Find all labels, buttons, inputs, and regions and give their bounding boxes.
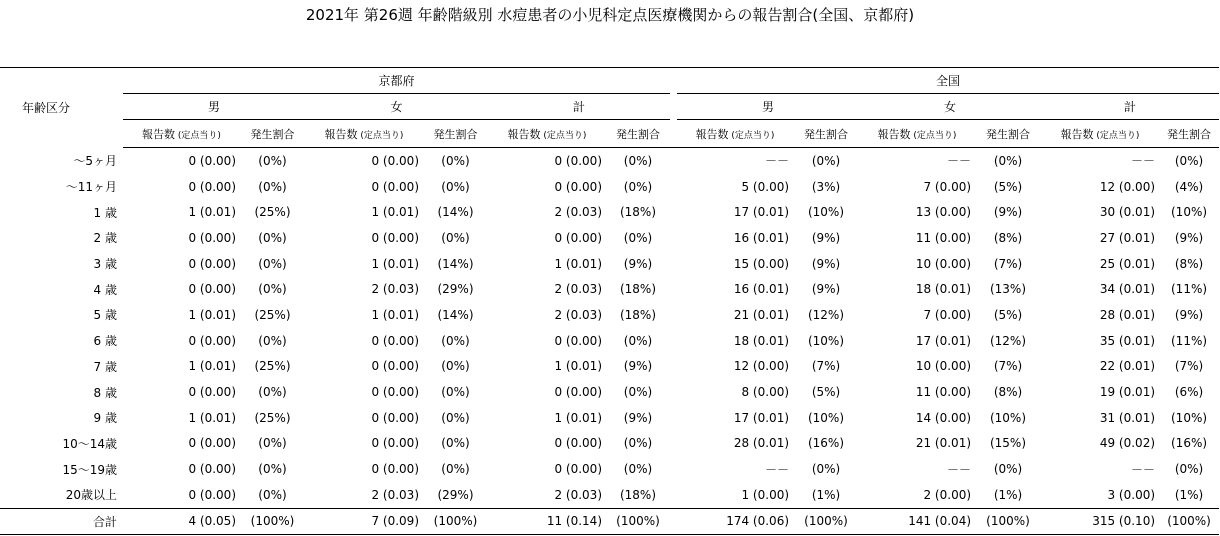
count-cell: 11 (0.00) — [915, 385, 972, 400]
ratio-cell: (10%) — [1171, 205, 1208, 220]
count-cell: 1 (0.01) — [554, 256, 602, 271]
count-cell: 18 (0.01) — [733, 333, 790, 348]
count-sub-label: (定点当り) — [1093, 130, 1140, 141]
table-row — [0, 174, 1219, 200]
count-cell: 34 (0.01) — [1099, 282, 1156, 297]
count-label: 報告数 — [1060, 127, 1094, 141]
ratio-cell: (7%) — [993, 256, 1023, 271]
ratio-cell: (0%) — [441, 153, 470, 168]
report-table — [0, 67, 1219, 535]
count-cell: 0 (0.00) — [188, 282, 236, 297]
ratio-cell: (8%) — [1174, 256, 1204, 271]
ratio-cell: (8%) — [993, 230, 1023, 245]
count-cell: 28 (0.01) — [733, 436, 790, 451]
kyoto-male-ratio-header: 発生割合 — [240, 120, 305, 148]
age-cell: 1 歳 — [93, 205, 117, 220]
count-cell: 0 (0.00) — [371, 436, 419, 451]
count-cell: 0 (0.00) — [188, 487, 236, 502]
page-title: 2021年 第26週 年齢階級別 水痘患者の小児科定点医療機関からの報告割合(全国、京都府) — [305, 6, 915, 24]
count-cell: 0 (0.00) — [188, 256, 236, 271]
count-cell: 21 (0.01) — [733, 307, 790, 322]
ratio-cell: (0%) — [258, 153, 287, 168]
ratio-cell: (18%) — [619, 487, 657, 502]
ratio-cell: (15%) — [989, 436, 1027, 451]
count-cell: 5 (0.00) — [741, 179, 790, 194]
ratio-cell: (0%) — [258, 256, 287, 271]
ratio-cell: (0%) — [441, 462, 470, 477]
ratio-cell: (100%) — [793, 508, 859, 535]
kyoto-female-count-header — [305, 120, 423, 148]
national-female-header: 女 — [859, 94, 1041, 120]
ratio-cell: (0%) — [623, 179, 653, 194]
ratio-cell: (0%) — [623, 153, 653, 168]
kyoto-total-ratio-header: 発生割合 — [606, 120, 670, 148]
count-cell: 1 (0.01) — [188, 359, 236, 374]
count-cell: 19 (0.01) — [1099, 385, 1156, 400]
count-cell: 0 (0.00) — [371, 230, 419, 245]
count-cell: －－ — [765, 462, 790, 477]
count-cell: －－ — [947, 154, 972, 169]
count-cell: 10 (0.00) — [915, 359, 972, 374]
count-cell: －－ — [765, 154, 790, 169]
ratio-cell: (0%) — [623, 385, 653, 400]
count-sub-label: (定点当り) — [540, 130, 587, 141]
count-cell: 13 (0.00) — [915, 205, 972, 220]
age-cell: 3 歳 — [93, 257, 117, 272]
ratio-cell: (0%) — [623, 230, 653, 245]
ratio-cell: (0%) — [258, 462, 287, 477]
ratio-cell: (7%) — [811, 359, 841, 374]
ratio-cell: (0%) — [993, 462, 1023, 477]
count-cell: 11 (0.00) — [915, 230, 972, 245]
count-cell: 27 (0.01) — [1099, 230, 1156, 245]
ratio-cell: (12%) — [989, 333, 1027, 348]
ratio-cell: (9%) — [623, 256, 653, 271]
table-row — [0, 456, 1219, 482]
age-cell: ～5ヶ月 — [73, 154, 117, 169]
kyoto-total-count-header — [488, 120, 606, 148]
count-cell: 141 (0.04) — [859, 508, 975, 535]
ratio-cell: (9%) — [1174, 307, 1204, 322]
national-male-header: 男 — [677, 94, 859, 120]
ratio-cell: (0%) — [441, 359, 470, 374]
ratio-cell: (11%) — [1171, 282, 1208, 297]
ratio-cell: (0%) — [993, 153, 1023, 168]
count-cell: 0 (0.00) — [554, 153, 602, 168]
count-sub-label: (定点当り) — [910, 130, 957, 141]
count-cell: 0 (0.00) — [554, 385, 602, 400]
count-cell: 1 (0.00) — [741, 487, 790, 502]
ratio-cell: (0%) — [623, 462, 653, 477]
count-cell: 0 (0.00) — [554, 179, 602, 194]
ratio-cell: (4%) — [1174, 179, 1204, 194]
count-cell: 15 (0.00) — [733, 256, 790, 271]
ratio-cell: (9%) — [623, 410, 653, 425]
count-cell: 2 (0.03) — [554, 307, 602, 322]
ratio-cell: (10%) — [807, 410, 845, 425]
ratio-cell: (10%) — [807, 205, 845, 220]
ratio-cell: (100%) — [975, 508, 1041, 535]
ratio-cell: (1%) — [1174, 487, 1204, 502]
count-cell: 0 (0.00) — [554, 436, 602, 451]
table-row — [0, 354, 1219, 380]
count-cell: 1 (0.01) — [554, 359, 602, 374]
count-cell: 17 (0.01) — [733, 410, 790, 425]
count-cell: －－ — [947, 462, 972, 477]
national-female-ratio-header: 発生割合 — [975, 120, 1041, 148]
count-cell: 315 (0.10) — [1041, 508, 1159, 535]
ratio-cell: (0%) — [811, 462, 841, 477]
ratio-cell: (0%) — [1174, 462, 1204, 477]
ratio-cell: (0%) — [441, 333, 470, 348]
ratio-cell: (5%) — [993, 307, 1023, 322]
ratio-cell: (0%) — [623, 333, 653, 348]
ratio-cell: (7%) — [993, 359, 1023, 374]
national-male-ratio-header: 発生割合 — [793, 120, 859, 148]
ratio-cell: (9%) — [811, 230, 841, 245]
count-cell: 0 (0.00) — [371, 385, 419, 400]
ratio-cell: (29%) — [437, 487, 474, 502]
ratio-cell: (0%) — [441, 179, 470, 194]
count-cell: 12 (0.00) — [1099, 179, 1156, 194]
ratio-cell: (10%) — [1171, 410, 1208, 425]
ratio-cell: (6%) — [1174, 385, 1204, 400]
count-sub-label: (定点当り) — [175, 130, 221, 141]
count-cell: 8 (0.00) — [741, 385, 790, 400]
national-total-count-header — [1041, 120, 1159, 148]
count-cell: 7 (0.09) — [305, 508, 423, 535]
ratio-cell: (25%) — [254, 359, 291, 374]
count-cell: －－ — [1131, 154, 1156, 169]
national-total-header: 計 — [1041, 94, 1219, 120]
count-cell: 17 (0.01) — [733, 205, 790, 220]
age-header: 年齢区分 — [0, 68, 123, 148]
national-total-ratio-header: 発生割合 — [1159, 120, 1219, 148]
ratio-cell: (0%) — [811, 153, 841, 168]
ratio-cell: (10%) — [807, 333, 845, 348]
ratio-cell: (5%) — [993, 179, 1023, 194]
count-label: 報告数 — [142, 127, 176, 141]
count-cell: 7 (0.00) — [923, 179, 972, 194]
ratio-cell: (0%) — [258, 230, 287, 245]
ratio-cell: (0%) — [258, 333, 287, 348]
table-row — [0, 379, 1219, 405]
ratio-cell: (0%) — [441, 436, 470, 451]
ratio-cell: (9%) — [811, 282, 841, 297]
ratio-cell: (25%) — [254, 205, 291, 220]
ratio-cell: (9%) — [1174, 230, 1204, 245]
count-cell: 0 (0.00) — [371, 359, 419, 374]
ratio-cell: (0%) — [441, 410, 470, 425]
count-cell: 0 (0.00) — [188, 385, 236, 400]
count-cell: 30 (0.01) — [1099, 205, 1156, 220]
count-cell: 0 (0.00) — [554, 333, 602, 348]
ratio-cell: (12%) — [807, 307, 845, 322]
ratio-cell: (13%) — [989, 282, 1027, 297]
age-cell: 20歳以上 — [65, 488, 117, 503]
count-cell: 2 (0.03) — [371, 487, 419, 502]
age-cell: 2 歳 — [93, 231, 117, 246]
count-cell: 1 (0.01) — [371, 307, 419, 322]
ratio-cell: (16%) — [1171, 436, 1208, 451]
table-row — [0, 225, 1219, 251]
count-cell: 11 (0.14) — [488, 508, 606, 535]
ratio-cell: (0%) — [441, 230, 470, 245]
count-sub-label: (定点当り) — [357, 130, 404, 141]
table-row — [0, 302, 1219, 328]
ratio-cell: (0%) — [623, 436, 653, 451]
count-cell: 0 (0.00) — [371, 179, 419, 194]
ratio-cell: (9%) — [993, 205, 1023, 220]
ratio-cell: (9%) — [623, 359, 653, 374]
count-cell: 0 (0.00) — [188, 462, 236, 477]
count-cell: 16 (0.01) — [733, 282, 790, 297]
ratio-cell: (29%) — [437, 282, 474, 297]
count-cell: 0 (0.00) — [371, 410, 419, 425]
ratio-cell: (16%) — [807, 436, 845, 451]
ratio-cell: (0%) — [1174, 153, 1204, 168]
age-cell: 15～19歳 — [62, 462, 117, 477]
count-cell: 0 (0.00) — [554, 230, 602, 245]
count-cell: 28 (0.01) — [1099, 307, 1156, 322]
age-cell: 10～14歳 — [62, 436, 117, 451]
count-cell: 2 (0.00) — [923, 487, 972, 502]
national-male-count-header — [677, 120, 793, 148]
national-female-count-header — [859, 120, 975, 148]
table-row — [0, 148, 1219, 174]
count-label: 報告数 — [507, 127, 541, 141]
count-cell: 7 (0.00) — [923, 307, 972, 322]
count-cell: 2 (0.03) — [554, 282, 602, 297]
kyoto-male-header: 男 — [123, 94, 305, 120]
table-row — [0, 199, 1219, 225]
count-cell: 22 (0.01) — [1099, 359, 1156, 374]
table-row — [0, 251, 1219, 277]
table-row — [0, 482, 1219, 508]
age-cell: ～11ヶ月 — [65, 180, 117, 195]
table-row — [0, 276, 1219, 302]
count-cell: 35 (0.01) — [1099, 333, 1156, 348]
count-cell: 49 (0.02) — [1099, 436, 1156, 451]
count-label: 報告数 — [324, 127, 358, 141]
kyoto-total-header: 計 — [488, 94, 670, 120]
ratio-cell: (100%) — [1159, 508, 1219, 535]
ratio-cell: (18%) — [619, 307, 657, 322]
count-cell: 1 (0.01) — [554, 410, 602, 425]
table-row — [0, 431, 1219, 457]
table-row — [0, 405, 1219, 431]
ratio-cell: (100%) — [423, 508, 488, 535]
count-cell: 21 (0.01) — [915, 436, 972, 451]
count-cell: 0 (0.00) — [188, 436, 236, 451]
ratio-cell: (10%) — [989, 410, 1027, 425]
age-cell: 6 歳 — [93, 334, 117, 349]
kyoto-female-ratio-header: 発生割合 — [423, 120, 488, 148]
count-cell: 0 (0.00) — [188, 230, 236, 245]
ratio-cell: (11%) — [1171, 333, 1208, 348]
ratio-cell: (14%) — [437, 256, 474, 271]
ratio-cell: (3%) — [811, 179, 841, 194]
ratio-cell: (14%) — [437, 205, 474, 220]
count-cell: 17 (0.01) — [915, 333, 972, 348]
count-sub-label: (定点当り) — [728, 130, 775, 141]
count-cell: 0 (0.00) — [188, 333, 236, 348]
count-label: 報告数 — [695, 127, 729, 141]
ratio-cell: (1%) — [811, 487, 841, 502]
count-cell: 10 (0.00) — [915, 256, 972, 271]
count-cell: 0 (0.00) — [371, 333, 419, 348]
ratio-cell: (0%) — [258, 436, 287, 451]
ratio-cell: (8%) — [993, 385, 1023, 400]
ratio-cell: (14%) — [437, 307, 474, 322]
count-label: 報告数 — [877, 127, 911, 141]
age-cell: 7 歳 — [93, 359, 117, 374]
ratio-cell: (18%) — [619, 282, 657, 297]
ratio-cell: (5%) — [811, 385, 841, 400]
count-cell: 31 (0.01) — [1099, 410, 1156, 425]
age-cell: 合計 — [0, 508, 123, 535]
ratio-cell: (100%) — [240, 508, 305, 535]
count-cell: 2 (0.03) — [554, 205, 602, 220]
region-national-header: 全国 — [677, 68, 1219, 94]
count-cell: 25 (0.01) — [1099, 256, 1156, 271]
count-cell: 2 (0.03) — [371, 282, 419, 297]
ratio-cell: (0%) — [258, 282, 287, 297]
age-cell: 8 歳 — [93, 385, 117, 400]
ratio-cell: (100%) — [606, 508, 670, 535]
count-cell: 1 (0.01) — [371, 256, 419, 271]
age-cell: 4 歳 — [93, 282, 117, 297]
table-row — [0, 328, 1219, 354]
count-cell: 0 (0.00) — [371, 153, 419, 168]
count-cell: 12 (0.00) — [733, 359, 790, 374]
count-cell: 0 (0.00) — [554, 462, 602, 477]
kyoto-female-header: 女 — [305, 94, 488, 120]
count-cell: －－ — [1131, 462, 1156, 477]
count-cell: 174 (0.06) — [677, 508, 793, 535]
count-cell: 18 (0.01) — [915, 282, 972, 297]
count-cell: 1 (0.01) — [188, 307, 236, 322]
count-cell: 1 (0.01) — [188, 410, 236, 425]
ratio-cell: (0%) — [258, 385, 287, 400]
count-cell: 0 (0.00) — [188, 153, 236, 168]
ratio-cell: (0%) — [258, 179, 287, 194]
ratio-cell: (0%) — [258, 487, 287, 502]
count-cell: 2 (0.03) — [554, 487, 602, 502]
ratio-cell: (7%) — [1174, 359, 1204, 374]
ratio-cell: (25%) — [254, 307, 291, 322]
ratio-cell: (1%) — [993, 487, 1023, 502]
count-cell: 4 (0.05) — [123, 508, 240, 535]
total-row — [0, 508, 1219, 535]
ratio-cell: (0%) — [441, 385, 470, 400]
kyoto-male-count-header — [123, 120, 240, 148]
count-cell: 14 (0.00) — [915, 410, 972, 425]
count-cell: 1 (0.01) — [188, 205, 236, 220]
ratio-cell: (18%) — [619, 205, 657, 220]
count-cell: 1 (0.01) — [371, 205, 419, 220]
ratio-cell: (25%) — [254, 410, 291, 425]
age-cell: 5 歳 — [93, 308, 117, 323]
count-cell: 0 (0.00) — [188, 179, 236, 194]
count-cell: 0 (0.00) — [371, 462, 419, 477]
age-cell: 9 歳 — [93, 411, 117, 426]
region-kyoto-header: 京都府 — [123, 68, 670, 94]
ratio-cell: (9%) — [811, 256, 841, 271]
count-cell: 16 (0.01) — [733, 230, 790, 245]
count-cell: 3 (0.00) — [1107, 487, 1156, 502]
